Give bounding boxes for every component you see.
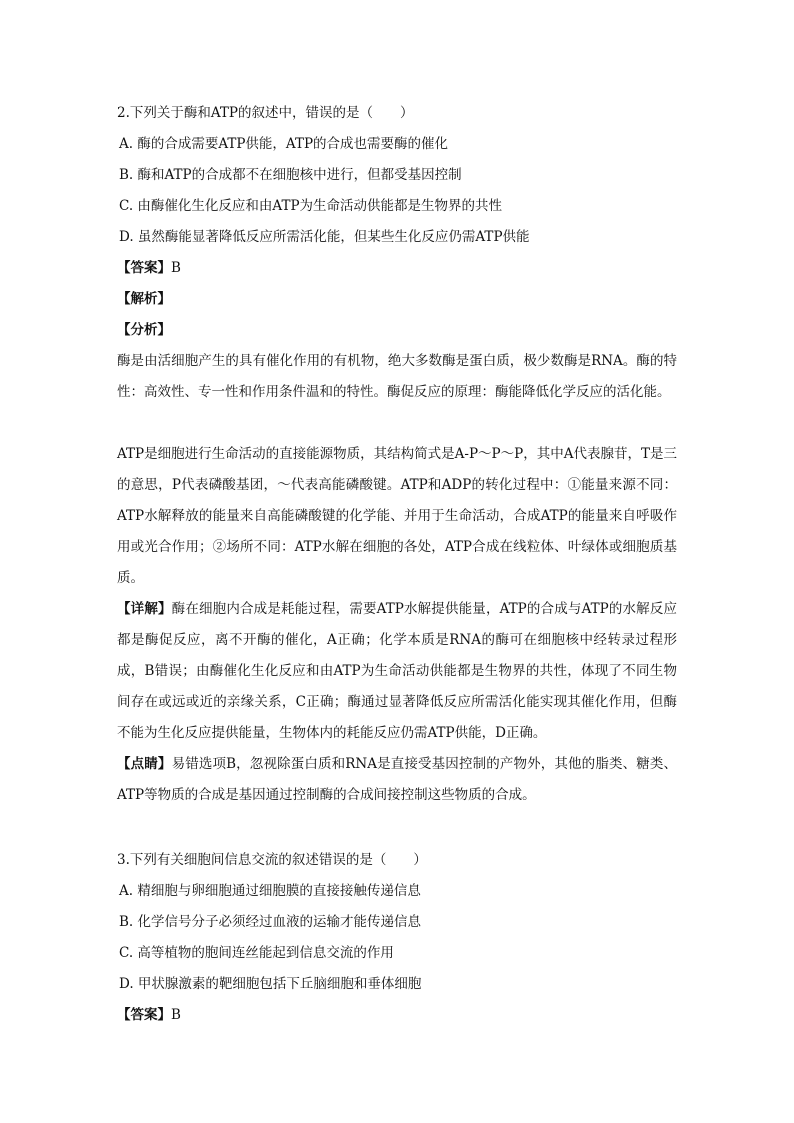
q2-fenxi-paragraph-1: 酶是由活细胞产生的具有催化作用的有机物，绝大多数酶是蛋白质，极少数酶是RNA。酶的特性：高效性、专一性和作用条件温和的特性。酶促反应的原理：酶能降低化学反应的活化能。	[117, 353, 677, 400]
q3-stem: 3.下列有关细胞间信息交流的叙述错误的是（ ）	[117, 852, 427, 868]
q3-option-a: A. 精细胞与卵细胞通过细胞膜的直接接触传递信息	[119, 883, 421, 899]
q2-stem: 2.下列关于酶和ATP的叙述中，错误的是（ ）	[117, 105, 414, 121]
q3-option-b: B. 化学信号分子必须经过血液的运输才能传递信息	[119, 914, 422, 930]
q3-answer	[117, 1005, 181, 1025]
answer-value: B	[171, 1007, 181, 1023]
q2-option-b: B. 酶和ATP的合成都不在细胞核中进行，但都受基因控制	[119, 167, 462, 183]
answer-tag: 【答案】	[117, 260, 171, 276]
q2-option-d: D. 虽然酶能显著降低反应所需活化能，但某些生化反应仍需ATP供能	[119, 229, 530, 245]
tip-text: 易错选项B，忽视除蛋白质和RNA是直接受基因控制的产物外，其他的脂类、糖类、ATP等物质的合成是基因通过控制酶的合成间接控制这些物质的合成。	[117, 756, 678, 803]
detail-text: 酶在细胞内合成是耗能过程，需要ATP水解提供能量，ATP的合成与ATP的水解反应都是酶促反应，离不开酶的催化，A正确；化学本质是RNA的酶可在细胞核中经转录过程形成，B错误；由酶催化生化反应和由ATP为生命活动供能都是生物界的共性，体现了不同生物间存在或远或近的亲缘关系，C正确；酶通过显著降低反应所需活化能实现其催化作用，但酶不能为生化反应提供能量，生物体内的耗能反应仍需ATP供能，D正确。	[117, 601, 678, 741]
detail-tag: 【详解】	[117, 601, 172, 617]
q3-option-c: C. 高等植物的胞间连丝能起到信息交流的作用	[119, 945, 394, 961]
q2-analysis-tag: 【解析】	[117, 291, 171, 307]
q2-option-c: C. 由酶催化生化反应和由ATP为生命活动供能都是生物界的共性	[119, 198, 503, 214]
answer-tag: 【答案】	[117, 1007, 171, 1023]
tip-tag: 【点睛】	[117, 756, 172, 772]
q2-fenxi-tag: 【分析】	[117, 322, 171, 338]
q2-option-a: A. 酶的合成需要ATP供能，ATP的合成也需要酶的催化	[119, 136, 449, 152]
q2-detail	[117, 594, 677, 749]
q2-answer	[117, 258, 181, 278]
q3-option-d: D. 甲状腺激素的靶细胞包括下丘脑细胞和垂体细胞	[119, 976, 422, 992]
q2-tip	[117, 749, 677, 811]
q2-fenxi-paragraph-2: ATP是细胞进行生命活动的直接能源物质，其结构简式是A-P～P～P，其中A代表腺苷，T是三的意思，P代表磷酸基团，～代表高能磷酸键。ATP和ADP的转化过程中：①能量来源不同：ATP水解释放的能量来自高能磷酸键的化学能、并用于生命活动，合成ATP的能量来自呼吸作用或光合作用；②场所不同：ATP水解在细胞的各处，ATP合成在线粒体、叶绿体或细胞质基质。	[117, 446, 677, 586]
answer-value: B	[171, 260, 181, 276]
